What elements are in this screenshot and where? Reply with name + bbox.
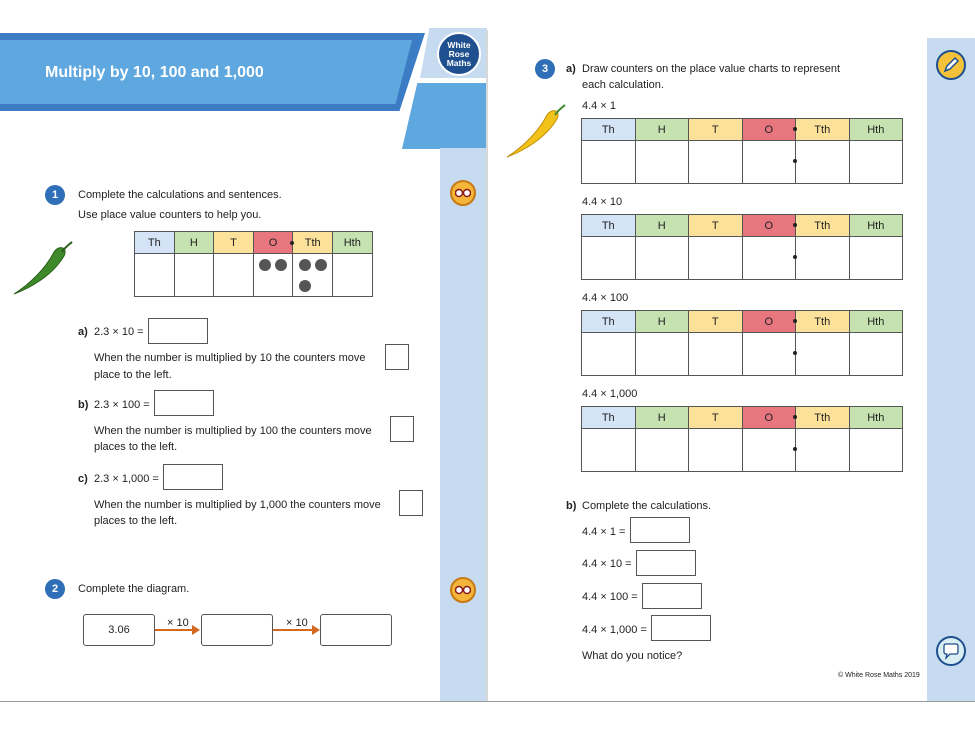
q3b-answer-box-4[interactable] <box>651 615 711 641</box>
yellow-chilli-icon <box>503 103 567 161</box>
header-tth: Tth <box>796 215 850 237</box>
q1c-label: c) <box>78 473 88 485</box>
question-2-number: 2 <box>45 579 65 599</box>
cell-tth[interactable] <box>796 141 850 184</box>
cell-h[interactable] <box>174 254 214 297</box>
q3-notice-question: What do you notice? <box>582 650 683 662</box>
cell-h[interactable] <box>635 141 689 184</box>
header-t: T <box>689 215 743 237</box>
cell-tth[interactable] <box>796 333 850 376</box>
cell-o[interactable] <box>742 333 796 376</box>
q2-start-box: 3.06 <box>83 614 155 646</box>
copyright-notice: © White Rose Maths 2019 <box>838 672 920 679</box>
q1-instruction-2: Use place value counters to help you. <box>78 209 262 221</box>
header-o: O <box>742 407 796 429</box>
decimal-point <box>793 351 797 355</box>
q2-arrow-1 <box>155 629 193 631</box>
decimal-point <box>793 255 797 259</box>
counter-tenths <box>299 280 311 292</box>
header-o: O <box>742 119 796 141</box>
decimal-point <box>793 159 797 163</box>
cell-hth[interactable] <box>332 254 372 297</box>
header-hth: Hth <box>849 215 903 237</box>
header-o: O <box>253 232 293 254</box>
header-hth: Hth <box>849 407 903 429</box>
q3b-calc-4: 4.4 × 1,000 = <box>582 624 647 636</box>
q3b-calc-1: 4.4 × 1 = <box>582 526 626 538</box>
cell-t[interactable] <box>689 141 743 184</box>
q1a-places-box[interactable] <box>385 344 409 370</box>
q3-place-value-chart-3 <box>581 310 903 376</box>
cell-t[interactable] <box>689 237 743 280</box>
header-o: O <box>742 215 796 237</box>
q2-operation-2: × 10 <box>286 617 308 629</box>
header-th: Th <box>135 232 175 254</box>
q2-instruction: Complete the diagram. <box>78 583 190 595</box>
q3-place-value-chart-2 <box>581 214 903 280</box>
decimal-point <box>793 319 797 323</box>
header-th: Th <box>582 407 636 429</box>
header-t: T <box>214 232 254 254</box>
arrow-right-icon <box>192 625 200 635</box>
header-t: T <box>689 119 743 141</box>
cell-tth[interactable] <box>796 429 850 472</box>
q1b-calc: 2.3 × 100 = <box>94 399 150 411</box>
q3b-answer-box-3[interactable] <box>642 583 702 609</box>
q2-answer-box-1[interactable] <box>201 614 273 646</box>
q1a-calc: 2.3 × 10 = <box>94 326 144 338</box>
cell-t[interactable] <box>214 254 254 297</box>
q1b-places-box[interactable] <box>390 416 414 442</box>
decimal-point <box>793 415 797 419</box>
header-hth: Hth <box>332 232 372 254</box>
q3-chart-3-label: 4.4 × 100 <box>582 292 629 304</box>
q1-place-value-chart <box>134 231 373 297</box>
cell-h[interactable] <box>635 429 689 472</box>
q1c-answer-box[interactable] <box>163 464 223 490</box>
cell-tth[interactable] <box>796 237 850 280</box>
cell-th[interactable] <box>582 237 636 280</box>
q3-place-value-chart-4 <box>581 406 903 472</box>
q1a-sentence: When the number is multiplied by 10 the counters move <box>94 352 366 364</box>
q3b-answer-box-1[interactable] <box>630 517 690 543</box>
cell-o[interactable] <box>742 237 796 280</box>
cell-hth[interactable] <box>849 237 903 280</box>
counter-ones <box>259 259 271 271</box>
q1c-calc: 2.3 × 1,000 = <box>94 473 159 485</box>
header-th: Th <box>582 311 636 333</box>
reasoning-icon <box>450 577 476 603</box>
decimal-point <box>793 127 797 131</box>
cell-hth[interactable] <box>849 429 903 472</box>
q3b-calc-3: 4.4 × 100 = <box>582 591 638 603</box>
q1b-answer-box[interactable] <box>154 390 214 416</box>
header-t: T <box>689 311 743 333</box>
header-th: Th <box>582 215 636 237</box>
header-h: H <box>635 407 689 429</box>
decimal-point <box>290 241 294 245</box>
q2-operation-1: × 10 <box>167 617 189 629</box>
cell-t[interactable] <box>689 333 743 376</box>
header-t: T <box>689 407 743 429</box>
header-hth: Hth <box>849 311 903 333</box>
q3-chart-1-label: 4.4 × 1 <box>582 100 616 112</box>
cell-tth[interactable] <box>293 254 333 297</box>
arrow-right-icon <box>312 625 320 635</box>
header-tth: Tth <box>796 407 850 429</box>
q3a-instruction-2: each calculation. <box>582 79 664 91</box>
q3b-calc-2: 4.4 × 10 = <box>582 558 632 570</box>
counter-tenths <box>315 259 327 271</box>
white-rose-maths-logo: White Rose Maths <box>437 32 481 76</box>
cell-hth[interactable] <box>849 333 903 376</box>
header-tth: Tth <box>796 119 850 141</box>
q1c-sentence-end: places to the left. <box>94 515 178 527</box>
q3b-instruction: Complete the calculations. <box>582 500 712 512</box>
q1b-sentence-end: places to the left. <box>94 441 178 453</box>
decimal-point <box>793 223 797 227</box>
left-side-strip <box>440 148 486 701</box>
q3a-label: a) <box>566 63 576 75</box>
page-title: Multiply by 10, 100 and 1,000 <box>45 64 264 81</box>
reasoning-icon <box>450 180 476 206</box>
q3a-instruction: Draw counters on the place value charts to represent <box>582 63 841 75</box>
header-tth: Tth <box>293 232 333 254</box>
cell-hth[interactable] <box>849 141 903 184</box>
cell-o[interactable] <box>253 254 293 297</box>
q1-instruction: Complete the calculations and sentences. <box>78 189 282 201</box>
question-1-number: 1 <box>45 185 65 205</box>
header-h: H <box>635 215 689 237</box>
pencil-icon <box>936 50 966 80</box>
q3-chart-2-label: 4.4 × 10 <box>582 196 623 208</box>
speech-bubble-icon <box>936 636 966 666</box>
counter-tenths <box>299 259 311 271</box>
header-o: O <box>742 311 796 333</box>
q1a-label: a) <box>78 326 88 338</box>
cell-h[interactable] <box>635 237 689 280</box>
cell-h[interactable] <box>635 333 689 376</box>
q3-place-value-chart-1 <box>581 118 903 184</box>
header-hth: Hth <box>849 119 903 141</box>
header-h: H <box>174 232 214 254</box>
q3-chart-4-label: 4.4 × 1,000 <box>582 388 638 400</box>
q1c-places-box[interactable] <box>399 490 423 516</box>
cell-t[interactable] <box>689 429 743 472</box>
q1a-answer-box[interactable] <box>148 318 208 344</box>
q2-answer-box-2[interactable] <box>320 614 392 646</box>
right-side-strip <box>927 38 975 701</box>
header-h: H <box>635 119 689 141</box>
decimal-point <box>793 447 797 451</box>
counter-ones <box>275 259 287 271</box>
cell-o[interactable] <box>742 429 796 472</box>
cell-th[interactable] <box>582 429 636 472</box>
q3b-label: b) <box>566 500 577 512</box>
header-h: H <box>635 311 689 333</box>
cell-o[interactable] <box>742 141 796 184</box>
q2-arrow-2 <box>273 629 313 631</box>
page-spine <box>486 30 488 702</box>
green-chilli-icon <box>10 240 74 298</box>
header-th: Th <box>582 119 636 141</box>
q1b-label: b) <box>78 399 89 411</box>
q1c-sentence: When the number is multiplied by 1,000 the counters move <box>94 499 381 511</box>
cell-th[interactable] <box>582 141 636 184</box>
q1a-sentence-end: place to the left. <box>94 369 172 381</box>
cell-th[interactable] <box>582 333 636 376</box>
header-tth: Tth <box>796 311 850 333</box>
question-3-number: 3 <box>535 59 555 79</box>
cell-th[interactable] <box>135 254 175 297</box>
q1b-sentence: When the number is multiplied by 100 the counters move <box>94 425 372 437</box>
bottom-border <box>0 701 975 702</box>
q3b-answer-box-2[interactable] <box>636 550 696 576</box>
